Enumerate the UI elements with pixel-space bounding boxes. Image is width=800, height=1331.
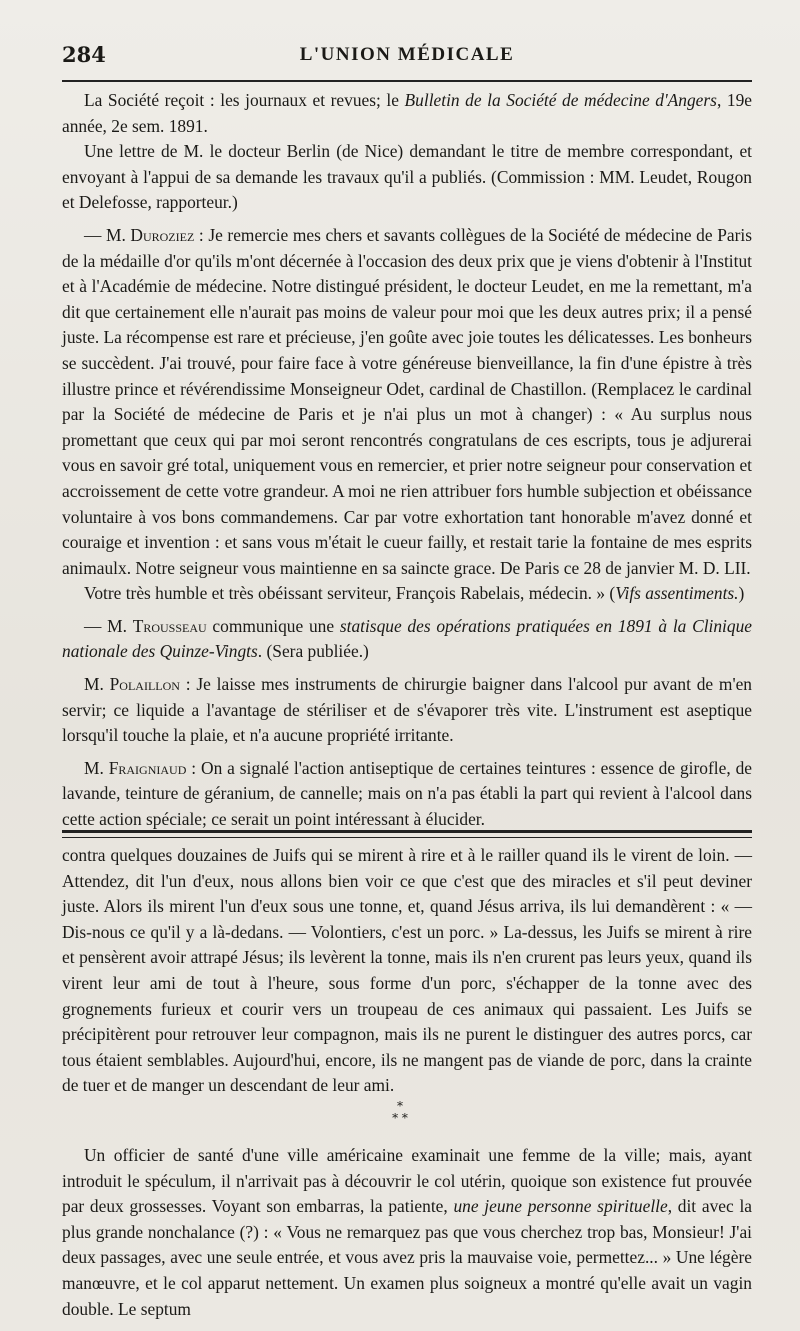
text-run: : On a signalé l'action antiseptique de certaines teintures : essence de girofle, de lavande, teinture de géranium, de cannelle; mais on n'a pas établi la part qui revient à l'alcool dans cette action spéciale; ce serait un point intéressant à élucider. (62, 757, 752, 830)
paragraph-story: contra quelques douzaines de Juifs qui se mirent à rire et à le railler quand ils le virent de loin. — Attendez, dit l'un d'eux, nous allons bien voir ce que c'est que des miracles et s'il peut deviner juste. Alors ils mirent l'un d'eux sous une tonne, et, quand Jésus arriva, ils lui demandèrent : « — Dis-nous ce qu'il y a là-dedans. — Volontiers, c'est un porc. » La-dessus, les Juifs se mirent à rire et pensèrent avoir attrapé Jésus; ils levèrent la tonne, mais ils n'en crurent pas leurs yeux, quand ils virent leur ami de tout à l'heure, sous forme d'un porc, s'échapper de la tonne avec des grognements furieux et courir vers un troupeau de ces animaux qui passaient. Les Juifs se précipitèrent pour retrouver leur compagnon, mais ils ne purent le distinguer des autres porcs, car tous étaient semblables. Aujourd'hui, encore, ils ne mangent pas de viande de porc, dans la crainte de tuer et de manger un descendant de leur ami. (62, 845, 752, 1096)
feuilleton-story (62, 843, 752, 1099)
text-run: La Société reçoit : les journaux et revues; le (84, 90, 405, 110)
society-proceedings (62, 88, 752, 833)
communication-title: statisque des opérations pratiquées en 1891 à la Clinique nationale des Quinze-Vingts (62, 615, 752, 662)
text-run: communique une (206, 615, 340, 636)
italic-remark: Vifs assentiments. (615, 583, 739, 604)
section-divider (62, 830, 752, 838)
paragraph-correspondence (62, 88, 752, 139)
paragraph-letter: Une lettre de M. le docteur Berlin (de Nice) demandant le titre de membre correspondant, et envoyant à l'appui de sa demande les travaux qu'il a publiés. (Commission : MM. Leudet, Rougon et Delefosse, rapporteur.) (62, 141, 752, 213)
page-header (62, 36, 752, 76)
paragraph-signature (62, 581, 752, 607)
speaker-name: Polaillon (109, 674, 180, 695)
text-run: , 19e année, 2e sem. 1891. (62, 90, 752, 136)
text-run: : Je laisse mes instruments de chirurgie baigner dans l'alcool pur avant de m'en servir; ce liquide a l'avantage de stériliser et de s'évaporer très vite. L'instrument est aseptique lorsqu'il touche la plaie, et n'a aucune propriété irritante. (62, 674, 752, 746)
text-run: M. (84, 757, 109, 778)
paragraph-duroziez (62, 223, 752, 581)
text-run: — M. (84, 224, 131, 245)
paragraph-trousseau (62, 614, 752, 665)
text-run: Un officier de santé d'une ville américaine examinait une femme de la ville; mais, ayant introduit le spéculum, il n'arrivait pas à découvrir le col utérin, quoique son existence fut prouvée par deux grossesses. Voyant son embarras, la patiente, (62, 1145, 752, 1217)
text-run: — M. (84, 615, 133, 636)
text-run: , dit avec la plus grande nonchalance (?) : « Vous ne remarquez pas que vous cherchez trop bas, Monsieur! J'ai deux passages, avec une seule entrée, et vous avez pris la mauvaise voie, permettez... » Une légère manœuvre, et le col apparut nettement. Un examen plus soigneux a montré qu'elle avait un vagin double. Le septum (62, 1196, 752, 1319)
italic-phrase: une jeune personne spirituelle (453, 1196, 668, 1217)
speaker-name: Duroziez (130, 224, 195, 245)
asterism-ornament (0, 1100, 800, 1124)
paragraph-anecdote (62, 1143, 752, 1322)
text-run: ) (738, 583, 745, 604)
running-title: L'UNION MÉDICALE (299, 44, 515, 65)
speaker-name: Fraigniaud (108, 757, 187, 778)
text-run: . (Sera publiée.) (257, 641, 369, 662)
ornament-top: * (397, 1099, 403, 1113)
anecdote (62, 1143, 752, 1322)
journal-title: Bulletin de la Société de médecine d'Angers (404, 90, 717, 110)
page-number: 284 (62, 42, 106, 67)
header-rule (62, 80, 752, 82)
speaker-name: Trousseau (132, 615, 207, 636)
text-run: Votre très humble et très obéissant serviteur, François Rabelais, médecin. » ( (84, 583, 616, 604)
text-run: : Je remercie mes chers et savants collègues de la Société de médecine de Paris de la médaille d'or qu'ils m'ont décernée à l'occasion des deux prix que je viens d'obtenir à l'Institut et à l'Académie de médecine. Notre distingué président, le docteur Leudet, en me la remettant, m'a dit que certainement elle n'aurait pas moins de valeur pour moi que les deux autres prix; il a pensé juste. La récompense est rare et précieuse, j'en goûte avec joie toutes les délicatesses. Les bonheurs se succèdent. J'ai trouvé, pour faire face à votre généreuse bienveillance, la fin d'une épistre à très illustre prince et révérendissime Monseigneur Odet, cardinal de Chastillon. (Remplacez le cardinal par la Société de médecine de Paris et je n'ai plus un mot à changer) : « Au surplus nous promettant que ceux qui par moi seront rencontrés congratulans de ces escripts, tous je adjurerai vous en savoir gré total, uniquement vous en remercier, et prier notre seigneur pour conservation et accroissement de cette votre grandeur. A moi ne rien attribuer fors humble subjection et obéissance voluntaire à vos bons commandemens. Car par votre exhortation tant honorable m'avez donné et couraige et invention : et sans vous m'était le cueur failly, et restait tarie la fontaine de mes esprits animaulx. Notre seigneur vous maintienne en sa saincte grace. De Paris ce 28 de janvier M. D. LII. (62, 224, 752, 578)
paragraph-fraigniaud (62, 756, 752, 833)
text-run: M. (84, 674, 110, 695)
ornament-bottom: * * (392, 1111, 408, 1125)
paragraph-polaillon (62, 672, 752, 749)
